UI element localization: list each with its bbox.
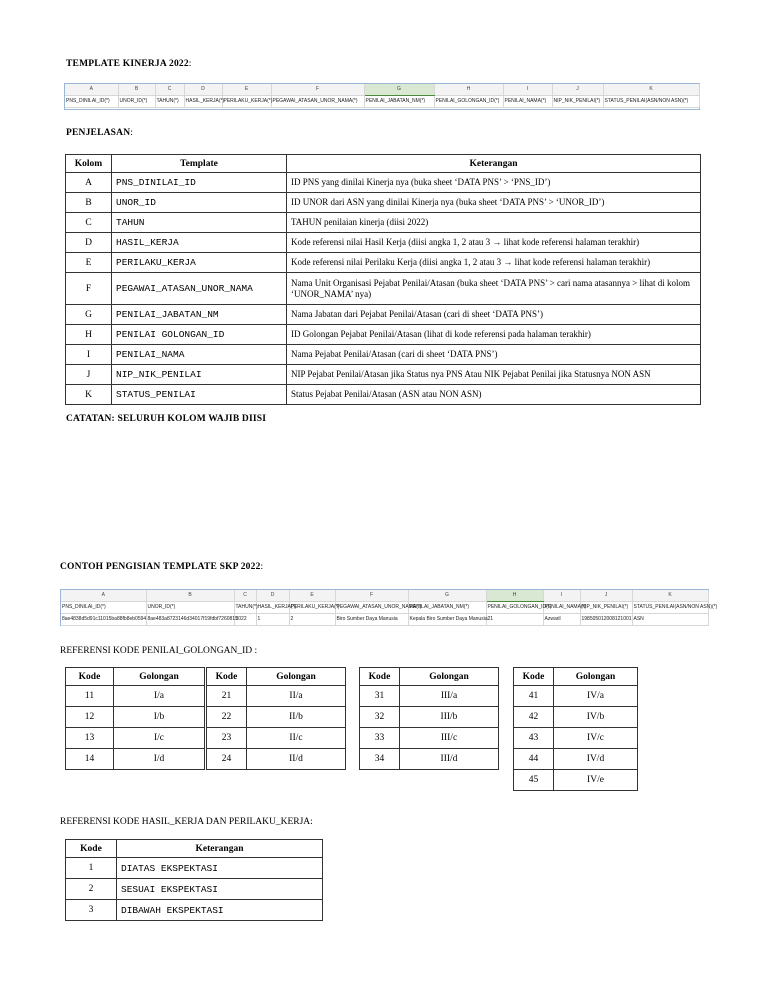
column-letter: F xyxy=(271,84,364,96)
keterangan-cell: Nama Unit Organisasi Pejabat Penilai/Atasan (buka sheet ‘DATA PNS’ > cari nama atasannya > lihat di kolom ‘UNOR_NAMA’ nya) xyxy=(287,273,701,305)
kode-cell: 11 xyxy=(66,686,114,707)
template-sheet-preview xyxy=(64,83,700,110)
ref-kode-header: Kode xyxy=(66,840,117,858)
ref-kerja-header-row xyxy=(66,840,323,858)
template-cell: UNOR_ID xyxy=(112,193,287,213)
golongan-cell: IV/e xyxy=(554,770,638,791)
kode-header: Kode xyxy=(360,668,400,686)
golongan-header-row xyxy=(66,668,205,686)
golongan-row xyxy=(207,728,346,749)
column-letter: G xyxy=(408,590,486,602)
sheet-header-cell: STATUS_PENILAI(ASN/NON ASN)(*) xyxy=(632,602,708,614)
column-letter: J xyxy=(580,590,632,602)
sheet-header-cell: HASIL_KERJA(*) xyxy=(256,602,289,614)
kolom-cell: A xyxy=(66,173,112,193)
sheet1-column-letters xyxy=(65,84,699,96)
golongan-row xyxy=(514,707,638,728)
ref-golongan-heading: REFERENSI KODE PENILAI_GOLONGAN_ID : xyxy=(60,646,258,656)
golongan-cell: III/a xyxy=(400,686,499,707)
ref-kerja-row xyxy=(66,900,323,921)
kode-header: Kode xyxy=(207,668,247,686)
golongan-row xyxy=(66,686,205,707)
sheet2-grid xyxy=(61,590,718,626)
kode-cell: 2 xyxy=(66,879,117,900)
keterangan-cell: SESUAI EKSPEKTASI xyxy=(117,879,323,900)
golongan-row xyxy=(514,749,638,770)
kode-cell: 22 xyxy=(207,707,247,728)
column-letter: H xyxy=(434,84,503,96)
kode-cell: 44 xyxy=(514,749,554,770)
golongan-cell: I/a xyxy=(114,686,205,707)
kolom-cell: E xyxy=(66,253,112,273)
ref-kerja-row xyxy=(66,879,323,900)
sheet-header-cell: PERILAKU_KERJA(*) xyxy=(289,602,335,614)
sheet-value-cell: Biro Sumber Daya Manusia xyxy=(335,614,408,626)
sheet-value-cell: 2022 xyxy=(234,614,256,626)
column-letter: C xyxy=(155,84,184,96)
sheet-header-cell: UNOR_ID(*) xyxy=(146,602,234,614)
golongan-row xyxy=(514,728,638,749)
golongan-table xyxy=(65,667,205,770)
kode-cell: 45 xyxy=(514,770,554,791)
column-letter: E xyxy=(222,84,271,96)
explanation-row xyxy=(66,213,701,233)
ref-keterangan-header: Keterangan xyxy=(117,840,323,858)
column-letter: K xyxy=(603,84,699,96)
sheet-value-cell: 8ae483a8723146d34017f19fdbf7260815 xyxy=(146,614,234,626)
kode-cell: 32 xyxy=(360,707,400,728)
kolom-cell: K xyxy=(66,385,112,405)
golongan-header: Golongan xyxy=(554,668,638,686)
penjelasan-heading: PENJELASAN: xyxy=(66,128,134,138)
kode-cell: 42 xyxy=(514,707,554,728)
column-letter: D xyxy=(256,590,289,602)
sheet-header-cell: STATUS_PENILAI(ASN/NON ASN)(*) xyxy=(603,96,699,108)
column-letter: B xyxy=(146,590,234,602)
sheet-header-cell: PEGAWAI_ATASAN_UNOR_NAMA(*) xyxy=(271,96,364,108)
column-letter: G xyxy=(364,84,434,96)
golongan-row xyxy=(66,707,205,728)
sheet-header-cell: TAHUN(*) xyxy=(234,602,256,614)
golongan-row xyxy=(360,749,499,770)
keterangan-cell: TAHUN penilaian kinerja (diisi 2022) xyxy=(287,213,701,233)
ref-kerja-table xyxy=(65,839,323,921)
golongan-cell: II/a xyxy=(247,686,346,707)
col-keterangan-header: Keterangan xyxy=(287,155,701,173)
kode-cell: 33 xyxy=(360,728,400,749)
sheet-header-cell: PENILAI_JABATAN_NM(*) xyxy=(364,96,434,108)
column-letter: A xyxy=(61,590,146,602)
sheet-header-cell: HASIL_KERJA(*) xyxy=(184,96,222,108)
ref-kerja-heading: REFERENSI KODE HASIL_KERJA DAN PERILAKU_KERJA: xyxy=(60,817,313,827)
kode-cell: 43 xyxy=(514,728,554,749)
explanation-row xyxy=(66,193,701,213)
column-letter: E xyxy=(289,590,335,602)
template-cell: PENILAI_NAMA xyxy=(112,345,287,365)
golongan-cell: III/b xyxy=(400,707,499,728)
template-cell: TAHUN xyxy=(112,213,287,233)
sheet-header-cell: PNS_DINILAI_ID(*) xyxy=(65,96,118,108)
template-cell: STATUS_PENILAI xyxy=(112,385,287,405)
explanation-row xyxy=(66,385,701,405)
sheet2-value-row xyxy=(61,614,708,626)
kolom-cell: B xyxy=(66,193,112,213)
template-cell: PENILAI_JABATAN_NM xyxy=(112,305,287,325)
column-letter: I xyxy=(503,84,552,96)
explanation-row xyxy=(66,325,701,345)
sheet-value-cell: Kepala Biro Sumber Daya Manusia xyxy=(408,614,486,626)
template-cell: PERILAKU_KERJA xyxy=(112,253,287,273)
golongan-cell: IV/a xyxy=(554,686,638,707)
golongan-header: Golongan xyxy=(400,668,499,686)
sheet-header-cell: PNS_DINILAI_ID(*) xyxy=(61,602,146,614)
golongan-row xyxy=(207,749,346,770)
golongan-row xyxy=(360,707,499,728)
explanation-row xyxy=(66,365,701,385)
golongan-cell: IV/b xyxy=(554,707,638,728)
sheet-value-cell: 1 xyxy=(256,614,289,626)
keterangan-cell: DIATAS EKSPEKTASI xyxy=(117,858,323,879)
golongan-header-row xyxy=(207,668,346,686)
sheet-header-cell: PENILAI_JABATAN_NM(*) xyxy=(408,602,486,614)
golongan-cell: II/c xyxy=(247,728,346,749)
sheet-header-cell: PENILAI_GOLONGAN_ID(*) xyxy=(486,602,543,614)
sheet-header-cell: NIP_NIK_PENILAI(*) xyxy=(580,602,632,614)
sheet-header-cell: PENILAI_GOLONGAN_ID(*) xyxy=(434,96,503,108)
golongan-table xyxy=(513,667,638,791)
column-letter: J xyxy=(552,84,603,96)
kolom-cell: I xyxy=(66,345,112,365)
template-cell: PNS_DINILAI_ID xyxy=(112,173,287,193)
golongan-header-row xyxy=(514,668,638,686)
column-letter: A xyxy=(65,84,118,96)
example-sheet-preview xyxy=(60,589,718,626)
column-letter: K xyxy=(632,590,708,602)
golongan-row xyxy=(360,728,499,749)
explanation-row xyxy=(66,345,701,365)
sheet-value-cell: ASN xyxy=(632,614,708,626)
kolom-cell: D xyxy=(66,233,112,253)
keterangan-cell: Status Pejabat Penilai/Atasan (ASN atau NON ASN) xyxy=(287,385,701,405)
golongan-cell: I/c xyxy=(114,728,205,749)
keterangan-cell: Kode referensi nilai Perilaku Kerja (diisi angka 1, 2 atau 3 → lihat kode referensi halaman terakhir) xyxy=(287,253,701,273)
kolom-cell: C xyxy=(66,213,112,233)
keterangan-cell: ID UNOR dari ASN yang dinilai Kinerja nya (buka sheet ‘DATA PNS’ > ‘UNOR_ID’) xyxy=(287,193,701,213)
golongan-table xyxy=(206,667,346,770)
kode-cell: 14 xyxy=(66,749,114,770)
golongan-row xyxy=(514,686,638,707)
sheet-header-cell: NIP_NIK_PENILAI(*) xyxy=(552,96,603,108)
contoh-heading: CONTOH PENGISIAN TEMPLATE SKP 2022: xyxy=(60,562,264,572)
column-letter: B xyxy=(118,84,155,96)
golongan-cell: II/b xyxy=(247,707,346,728)
kode-header: Kode xyxy=(66,668,114,686)
kode-cell: 3 xyxy=(66,900,117,921)
sheet2-column-letters xyxy=(61,590,708,602)
golongan-row xyxy=(66,728,205,749)
golongan-row xyxy=(207,686,346,707)
kode-header: Kode xyxy=(514,668,554,686)
column-letter: H xyxy=(486,590,543,602)
sheet-value-cell: 21 xyxy=(486,614,543,626)
kode-cell: 41 xyxy=(514,686,554,707)
template-cell: PEGAWAI_ATASAN_UNOR_NAMA xyxy=(112,273,287,305)
kode-cell: 12 xyxy=(66,707,114,728)
explanation-row xyxy=(66,273,701,305)
col-template-header: Template xyxy=(112,155,287,173)
kode-cell: 31 xyxy=(360,686,400,707)
explanation-row xyxy=(66,233,701,253)
golongan-cell: IV/c xyxy=(554,728,638,749)
sheet1-grid xyxy=(65,84,700,108)
ref-kerja-row xyxy=(66,858,323,879)
keterangan-cell: ID PNS yang dinilai Kinerja nya (buka sheet ‘DATA PNS’ > ‘PNS_ID’) xyxy=(287,173,701,193)
sheet-value-cell: 8ae4838d5d91c11015ba88fb8eb0594 xyxy=(61,614,146,626)
keterangan-cell: Nama Pejabat Penilai/Atasan (cari di sheet ‘DATA PNS’) xyxy=(287,345,701,365)
golongan-cell: III/c xyxy=(400,728,499,749)
golongan-cell: II/d xyxy=(247,749,346,770)
col-kolom-header: Kolom xyxy=(66,155,112,173)
kolom-cell: F xyxy=(66,273,112,305)
golongan-cell: III/d xyxy=(400,749,499,770)
golongan-row xyxy=(66,749,205,770)
sheet-header-cell: UNOR_ID(*) xyxy=(118,96,155,108)
sheet-header-cell: PENILAI_NAMA(*) xyxy=(503,96,552,108)
golongan-cell: IV/d xyxy=(554,749,638,770)
template-title: TEMPLATE KINERJA 2022: xyxy=(66,59,192,69)
column-letter: F xyxy=(335,590,408,602)
sheet-header-cell: PERILAKU_KERJA(*) xyxy=(222,96,271,108)
keterangan-cell: Nama Jabatan dari Pejabat Penilai/Atasan (cari di sheet ‘DATA PNS’) xyxy=(287,305,701,325)
kode-cell: 21 xyxy=(207,686,247,707)
kolom-cell: H xyxy=(66,325,112,345)
kolom-cell: J xyxy=(66,365,112,385)
keterangan-cell: DIBAWAH EKSPEKTASI xyxy=(117,900,323,921)
explanation-row xyxy=(66,173,701,193)
golongan-cell: I/b xyxy=(114,707,205,728)
kode-cell: 13 xyxy=(66,728,114,749)
golongan-row xyxy=(207,707,346,728)
kode-cell: 23 xyxy=(207,728,247,749)
golongan-header: Golongan xyxy=(114,668,205,686)
keterangan-cell: ID Golongan Pejabat Penilai/Atasan (lihat di kode referensi pada halaman terakhir) xyxy=(287,325,701,345)
sheet-value-cell: 2 xyxy=(289,614,335,626)
kode-cell: 34 xyxy=(360,749,400,770)
sheet2-header-row xyxy=(61,602,708,614)
sheet-header-cell: TAHUN(*) xyxy=(155,96,184,108)
golongan-row xyxy=(360,686,499,707)
kode-cell: 24 xyxy=(207,749,247,770)
golongan-header-row xyxy=(360,668,499,686)
explanation-header-row xyxy=(66,155,701,173)
sheet-header-cell: PENILAI_NAMA(*) xyxy=(543,602,580,614)
golongan-table xyxy=(359,667,499,770)
keterangan-cell: Kode referensi nilai Hasil Kerja (diisi angka 1, 2 atau 3 → lihat kode referensi halaman terakhir) xyxy=(287,233,701,253)
template-cell: PENILAI GOLONGAN_ID xyxy=(112,325,287,345)
sheet-header-cell: PEGAWAI_ATASAN_UNOR_NAMA(*) xyxy=(335,602,408,614)
column-letter: C xyxy=(234,590,256,602)
sheet-value-cell: 198505012008121001 xyxy=(580,614,632,626)
kolom-cell: G xyxy=(66,305,112,325)
keterangan-cell: NIP Pejabat Penilai/Atasan jika Status nya PNS Atau NIK Pejabat Penilai jika Statusnya NON ASN xyxy=(287,365,701,385)
explanation-row xyxy=(66,253,701,273)
golongan-cell: I/d xyxy=(114,749,205,770)
sheet1-header-row xyxy=(65,96,699,108)
template-cell: NIP_NIK_PENILAI xyxy=(112,365,287,385)
golongan-header: Golongan xyxy=(247,668,346,686)
kode-cell: 1 xyxy=(66,858,117,879)
column-letter: D xyxy=(184,84,222,96)
explanation-table xyxy=(65,154,701,405)
golongan-row xyxy=(514,770,638,791)
explanation-row xyxy=(66,305,701,325)
column-letter: I xyxy=(543,590,580,602)
catatan-note: CATATAN: SELURUH KOLOM WAJIB DIISI xyxy=(66,414,267,424)
template-cell: HASIL_KERJA xyxy=(112,233,287,253)
sheet-value-cell: Azwaril xyxy=(543,614,580,626)
